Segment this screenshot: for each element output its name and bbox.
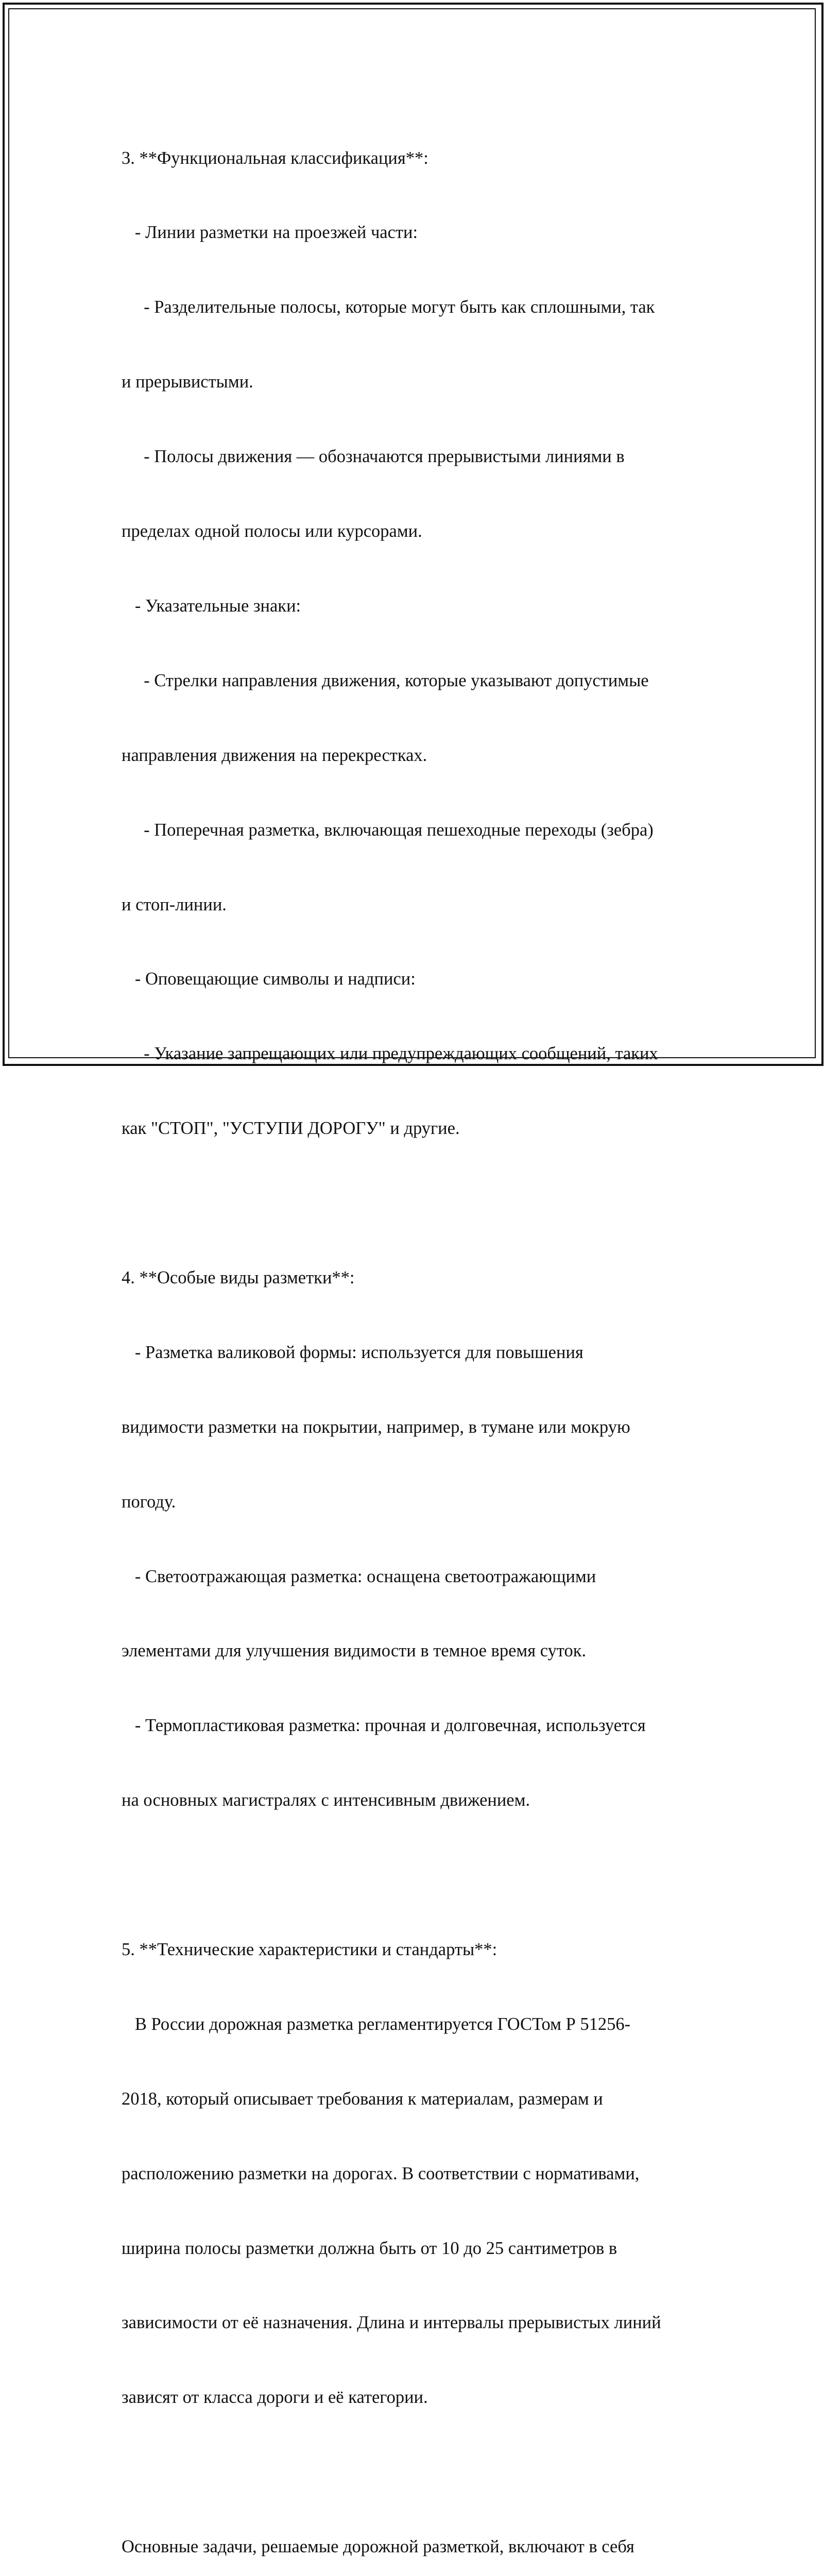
text-line: на основных магистралях с интенсивным движением. [122,1790,530,1810]
blank-line [122,1191,709,1215]
text-line: зависимости от её назначения. Длина и интервалы прерывистых линий [122,2313,661,2333]
text-line: видимости разметки на покрытии, например, в тумане или мокрую [122,1417,630,1437]
text-line: 3. **Функциональная классификация**: [122,148,428,168]
text-line: - Полосы движения — обозначаются прерывистыми линиями в [122,447,625,467]
text-line: элементами для улучшения видимости в темное время суток. [122,1641,587,1661]
text-line: расположению разметки на дорогах. В соответствии с нормативами, [122,2163,640,2183]
document-body [122,96,709,2576]
text-line: 5. **Технические характеристики и стандарты**: [122,1939,497,1959]
text-line: 4. **Особые виды разметки**: [122,1267,355,1287]
text-line: - Поперечная разметка, включающая пешеходные переходы (зебра) [122,820,654,840]
text-line: - Оповещающие символы и надписи: [122,969,416,989]
text-line: пределах одной полосы или курсорами. [122,521,422,541]
text-line: 2018, который описывает требования к материалам, размерам и [122,2089,603,2109]
text-line: ширина полосы разметки должна быть от 10 до 25 сантиметров в [122,2238,617,2258]
blank-line [122,2460,709,2484]
text-line: и прерывистыми. [122,372,253,392]
text-line: погоду. [122,1492,176,1512]
text-line: - Стрелки направления движения, которые указывают допустимые [122,670,649,690]
text-line: как "СТОП", "УСТУПИ ДОРОГУ" и другие. [122,1118,460,1139]
text-line: - Светоотражающая разметка: оснащена светоотражающими [122,1566,596,1586]
text-line: - Указание запрещающих или предупреждающих сообщений, таких [122,1044,658,1064]
text-line: - Разметка валиковой формы: используется для повышения [122,1342,583,1362]
text-line: зависят от класса дороги и её категории. [122,2387,428,2408]
text-line: В России дорожная разметка регламентируется ГОСТом Р 51256- [122,2014,631,2034]
text-line: Основные задачи, решаемые дорожной разметкой, включают в себя [122,2537,634,2557]
text-line: - Разделительные полосы, которые могут быть как сплошными, так [122,297,655,317]
text-line: - Линии разметки на проезжей части: [122,223,418,243]
text-line: - Термопластиковая разметка: прочная и долговечная, используется [122,1716,646,1736]
text-line: направления движения на перекрестках. [122,745,427,765]
blank-line [122,1862,709,1887]
text-line: и стоп-линии. [122,894,227,914]
text-line: - Указательные знаки: [122,596,301,616]
